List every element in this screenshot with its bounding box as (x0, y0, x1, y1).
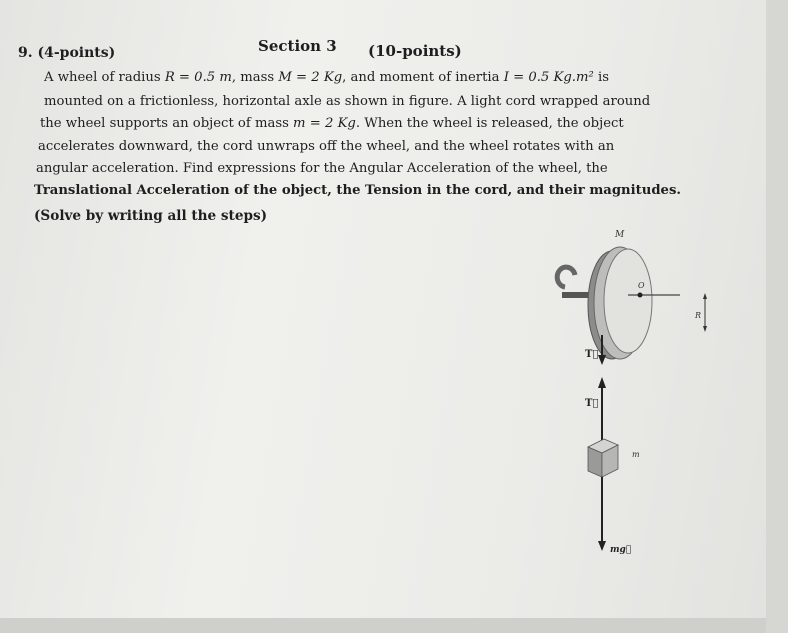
mass-object-value: m = 2 Kg (293, 116, 356, 131)
section-title: Section 3 (258, 37, 337, 55)
question-header (18, 45, 115, 61)
inertia-value: I = 0.5 Kg.m² (503, 70, 594, 85)
label-O: O (638, 281, 645, 290)
wheel (557, 247, 707, 359)
problem-line-1: A wheel of radius R = 0.5 m, mass M = 2 Kg, and moment of inertia I = 0.5 Kg.m² is (44, 70, 609, 85)
radius-arrow-down (703, 326, 707, 332)
question-number: 9. (18, 45, 33, 61)
problem-line-3: the wheel supports an object of mass m = 2 Kg. When the wheel is released, the object (40, 116, 624, 131)
weight-arrow-head (598, 541, 606, 551)
instruction: (Solve by writing all the steps) (34, 208, 268, 224)
label-mg: mg⃗ (610, 545, 632, 555)
label-R: R (695, 311, 702, 320)
label-T-lower: T⃗ (585, 398, 599, 409)
problem-line-4: accelerates downward, the cord unwraps off the wheel, and the wheel rotates with an (38, 139, 615, 154)
label-M: M (615, 230, 625, 240)
label-T-upper: T⃗ (585, 349, 599, 360)
tension-arrow-up (598, 377, 606, 388)
section-points: (10-points) (368, 42, 462, 60)
axle-center (638, 293, 643, 298)
radius-value: R = 0.5 m (164, 70, 232, 85)
question-points: (4-points) (37, 45, 116, 61)
tension-arrow-down (598, 355, 606, 365)
bracket-hook (557, 267, 575, 287)
hanging-block (588, 439, 618, 477)
problem-line-2: mounted on a frictionless, horizontal axle as shown in figure. A light cord wrapped around (44, 94, 651, 109)
pulley-figure (540, 225, 770, 570)
label-m: m (632, 450, 640, 459)
mass-wheel-value: M = 2 Kg (278, 70, 343, 85)
page-bottom-edge (0, 618, 788, 633)
problem-line-6: Translational Acceleration of the object, the Tension in the cord, and their magnitudes. (34, 183, 681, 198)
wheel-face (604, 249, 652, 353)
problem-line-5: angular acceleration. Find expressions for the Angular Acceleration of the wheel, the (36, 161, 608, 176)
radius-arrow-up (703, 293, 707, 299)
